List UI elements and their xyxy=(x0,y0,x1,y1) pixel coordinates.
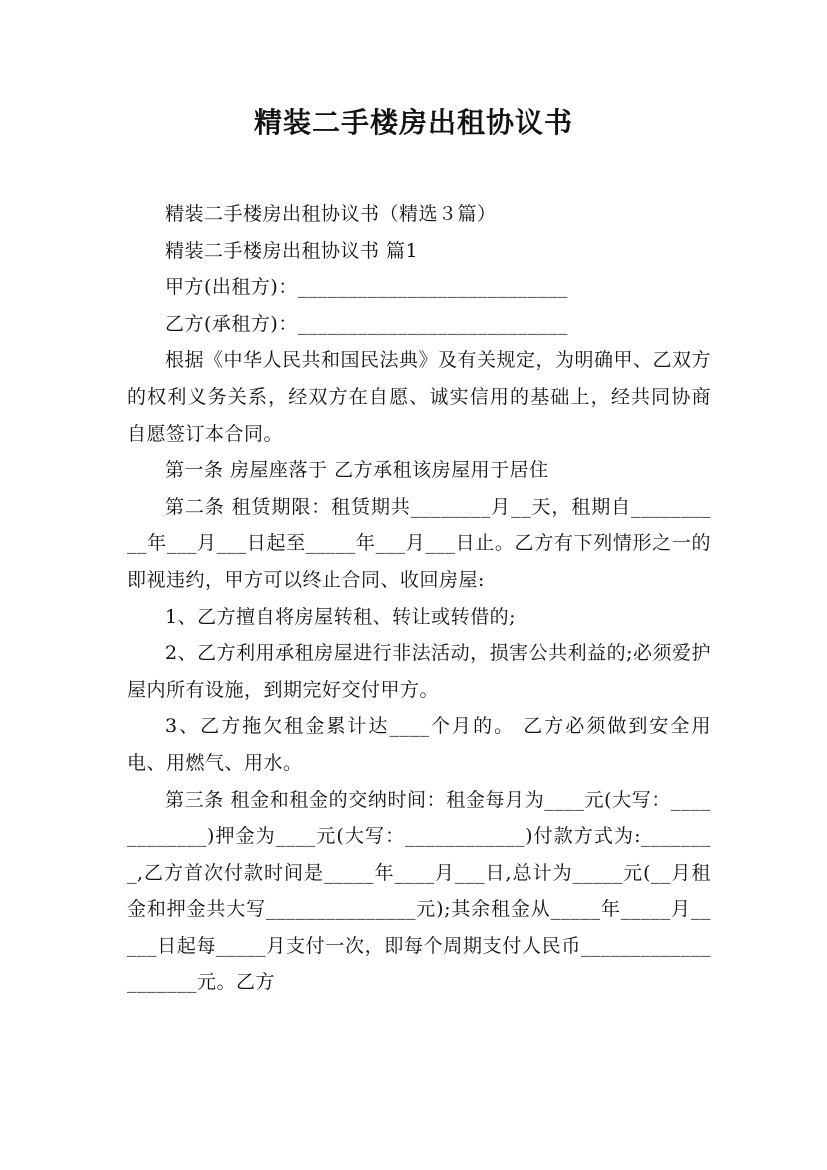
section-heading: 精装二手楼房出租协议书 篇1 xyxy=(165,239,419,262)
document-subtitle: 精装二手楼房出租协议书（精选３篇） xyxy=(165,203,497,225)
clause-2-paragraph: 2、乙方利用承租房屋进行非法活动，损害公共利益的;必须爱护屋内所有设施，到期完好交付甲方。 xyxy=(127,642,711,701)
preamble-paragraph: 根据《中华人民共和国民法典》及有关规定，为明确甲、乙双方的权利义务关系，经双方在自愿、诚实信用的基础上，经共同协商自愿签订本合同。 xyxy=(127,349,712,445)
clause-3-paragraph: 3、乙方拖欠租金累计达____个月的。 乙方必须做到安全用电、用燃气、用水。 xyxy=(127,715,711,774)
party-a-line: 甲方(出租方)：___________________________ xyxy=(165,276,568,299)
party-b-line: 乙方(承租方)：___________________________ xyxy=(165,312,568,335)
article-2-paragraph: 第二条 租赁期限：租赁期共________月__天，租期自__________年___月___日起至_____年___月___日止。乙方有下列情形之一的即视违约，甲方可以终止合同、收回房屋: xyxy=(127,495,711,591)
article-1-paragraph: 第一条 房屋座落于 乙方承租该房屋用于居住 xyxy=(165,459,549,482)
document-title: 精装二手楼房出租协议书 xyxy=(253,106,573,139)
document-body xyxy=(127,196,711,1001)
article-3-paragraph: 第三条 租金和租金的交纳时间：租金每月为____元(大写：____________)押金为____元(大写：____________)付款方式为:________,乙方首次付款时间是_____年____月___日,总计为_____元(__月租金和押金共大写_______________元);其余租金从_____年_____月_____日起每_____月支付一次，即每个周期支付人民币____________________元。乙方 xyxy=(127,788,711,994)
clause-1-paragraph: 1、乙方擅自将房屋转租、转让或转借的; xyxy=(165,605,516,628)
